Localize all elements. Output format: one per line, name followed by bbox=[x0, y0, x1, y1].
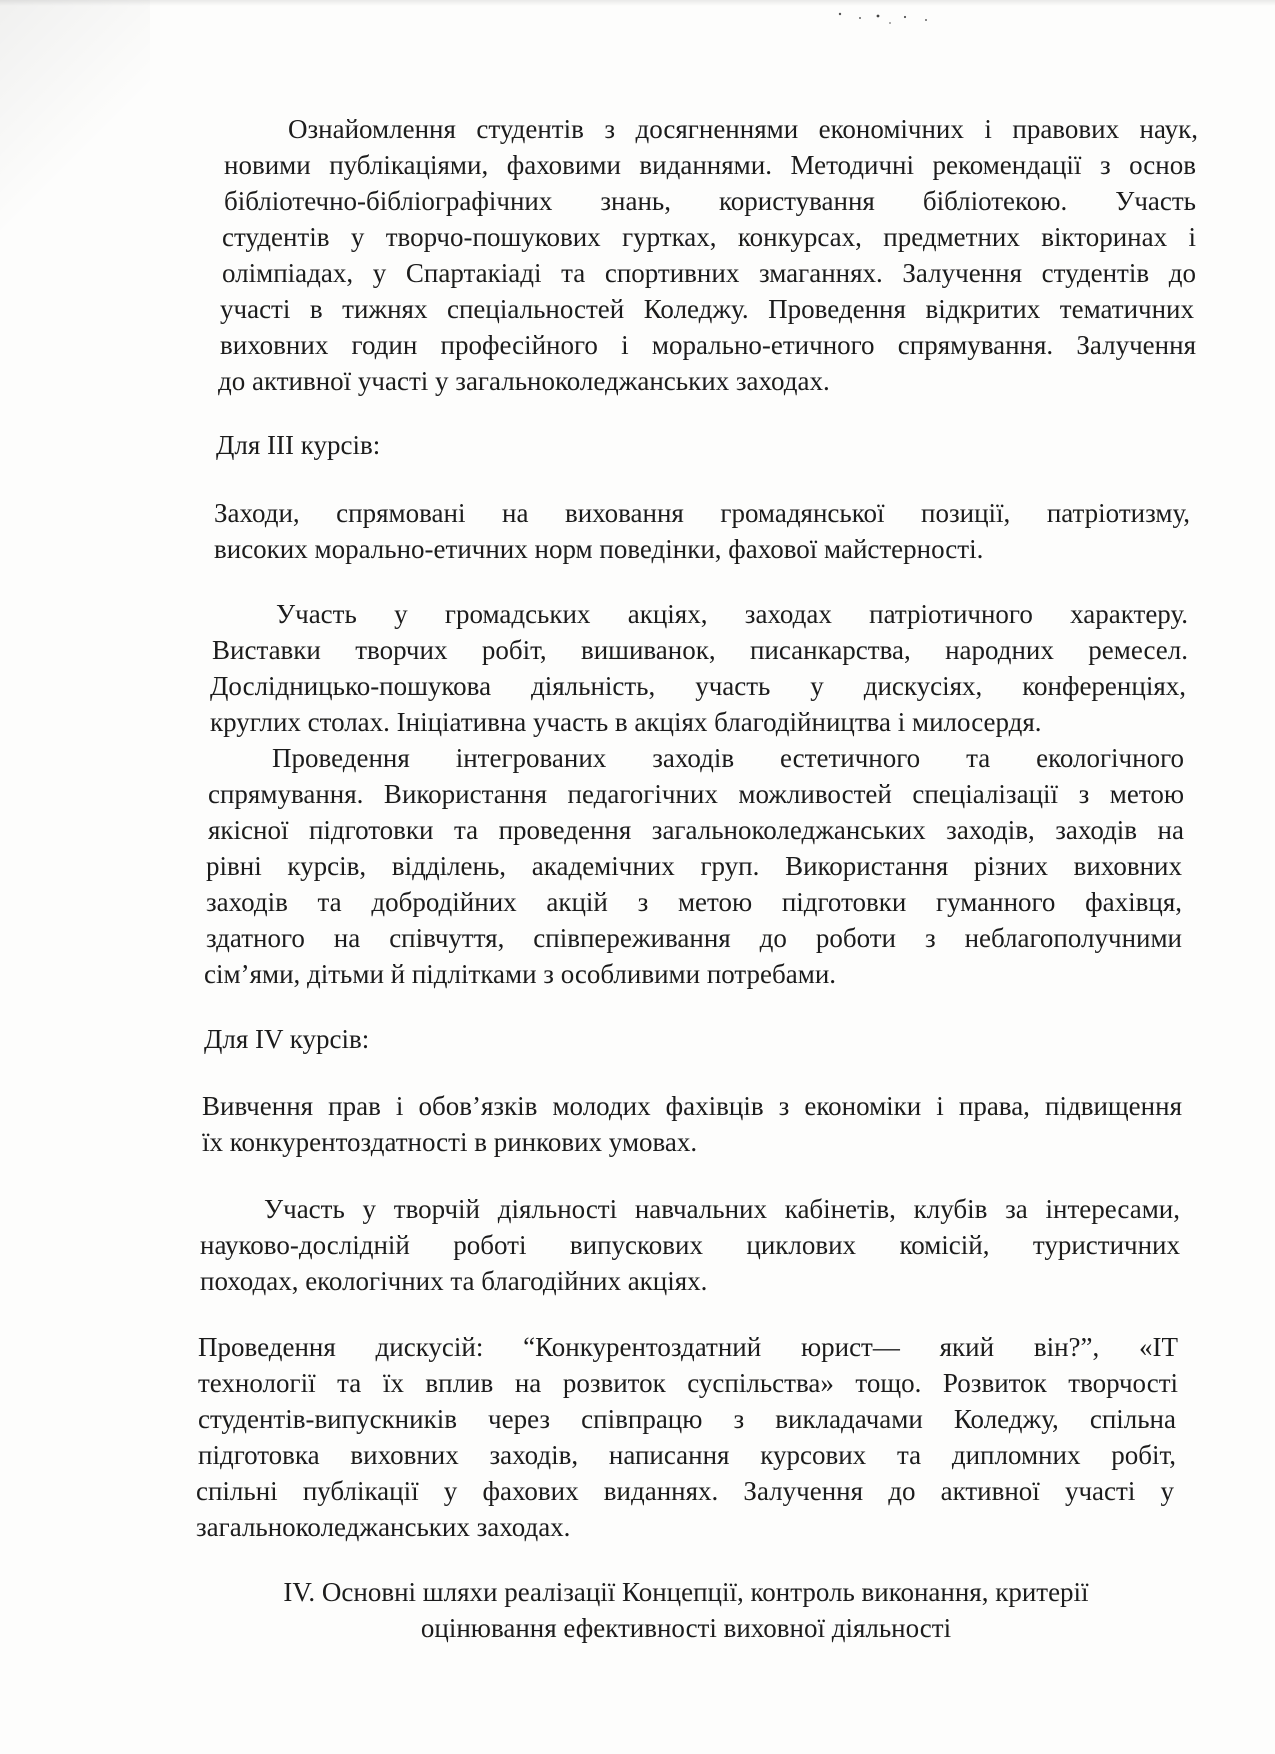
section-title: оцінювання ефективності виховної діяльності bbox=[420, 1613, 952, 1643]
text-line: спільні публікації у фахових виданнях. Залучення до активної участі у bbox=[196, 1476, 1174, 1506]
text-line: заходів та добродійних акцій з метою підготовки гуманного фахівця, bbox=[206, 887, 1182, 917]
text-line: Дослідницько-пошукова діяльність, участь у дискусіях, конференціях, bbox=[210, 671, 1186, 701]
text-line: до активної участі у загальноколеджанських заходах. bbox=[218, 366, 830, 396]
text-line: Заходи, спрямовані на виховання громадянської позиції, патріотизму, bbox=[214, 498, 1190, 528]
text-line: Вивчення прав і обов’язків молодих фахівців з економіки і права, підвищення bbox=[202, 1091, 1182, 1121]
text-line: якісної підготовки та проведення загальноколеджанських заходів, заходів на bbox=[208, 815, 1184, 845]
text-line: сім’ями, дітьми й підлітками з особливими потребами. bbox=[204, 959, 837, 989]
text-line: їх конкурентоздатності в ринкових умовах. bbox=[202, 1127, 698, 1157]
text-line: Ознайомлення студентів з досягненнями економічних і правових наук, bbox=[288, 114, 1198, 144]
text-line: бібліотечно-бібліографічних знань, користування бібліотекою. Участь bbox=[224, 186, 1196, 216]
text-line: новими публікаціями, фаховими виданнями. Методичні рекомендації з основ bbox=[224, 150, 1196, 180]
text-line: олімпіадах, у Спартакіаді та спортивних змаганнях. Залучення студентів до bbox=[222, 258, 1196, 288]
text-line: студентів у творчо-пошукових гуртках, конкурсах, предметних вікторинах і bbox=[222, 222, 1196, 252]
text-line: виховних годин професійного і морально-етичного спрямування. Залучення bbox=[220, 330, 1196, 360]
text-line: здатного на співчуття, співпереживання до роботи з неблагополучними bbox=[206, 923, 1182, 953]
scan-edge bbox=[0, 0, 1275, 6]
text-line: високих морально-етичних норм поведінки, фахової майстерності. bbox=[214, 534, 984, 564]
text-line: Проведення дискусій: “Конкурентоздатний юрист— який він?”, «ІТ bbox=[198, 1332, 1178, 1362]
text-line: підготовка виховних заходів, написання курсових та дипломних робіт, bbox=[198, 1440, 1176, 1470]
text-line: круглих столах. Ініціативна участь в акціях благодійництва і милосердя. bbox=[210, 707, 1042, 737]
text-line: походах, екологічних та благодійних акціях. bbox=[200, 1266, 708, 1296]
text-line: спрямування. Використання педагогічних можливостей спеціалізації з метою bbox=[208, 779, 1184, 809]
scan-shadow bbox=[0, 0, 150, 250]
section-heading: Для IV курсів: bbox=[204, 1024, 370, 1054]
text-line: технології та їх вплив на розвиток суспільства» тощо. Розвиток творчості bbox=[198, 1368, 1178, 1398]
text-line: Участь у творчій діяльності навчальних кабінетів, клубів за інтересами, bbox=[264, 1194, 1180, 1224]
text-line: науково-дослідній роботі випускових циклових комісій, туристичних bbox=[200, 1230, 1180, 1260]
scan-specks bbox=[830, 8, 950, 32]
text-line: Виставки творчих робіт, вишиванок, писанкарства, народних ремесел. bbox=[212, 635, 1188, 665]
text-line: рівні курсів, відділень, академічних груп. Використання різних виховних bbox=[206, 851, 1182, 881]
section-heading: Для ІІІ курсів: bbox=[216, 430, 381, 460]
text-line: студентів-випускників через співпрацю з викладачами Коледжу, спільна bbox=[198, 1404, 1176, 1434]
text-line: Проведення інтегрованих заходів естетичного та екологічного bbox=[272, 743, 1184, 773]
text-line: Участь у громадських акціях, заходах патріотичного характеру. bbox=[276, 599, 1188, 629]
text-line: участі в тижнях спеціальностей Коледжу. Проведення відкритих тематичних bbox=[220, 294, 1194, 324]
text-line: загальноколеджанських заходах. bbox=[196, 1512, 571, 1542]
section-title: ІV. Основні шляхи реалізації Концепції, контроль виконання, критерії bbox=[283, 1577, 1089, 1607]
